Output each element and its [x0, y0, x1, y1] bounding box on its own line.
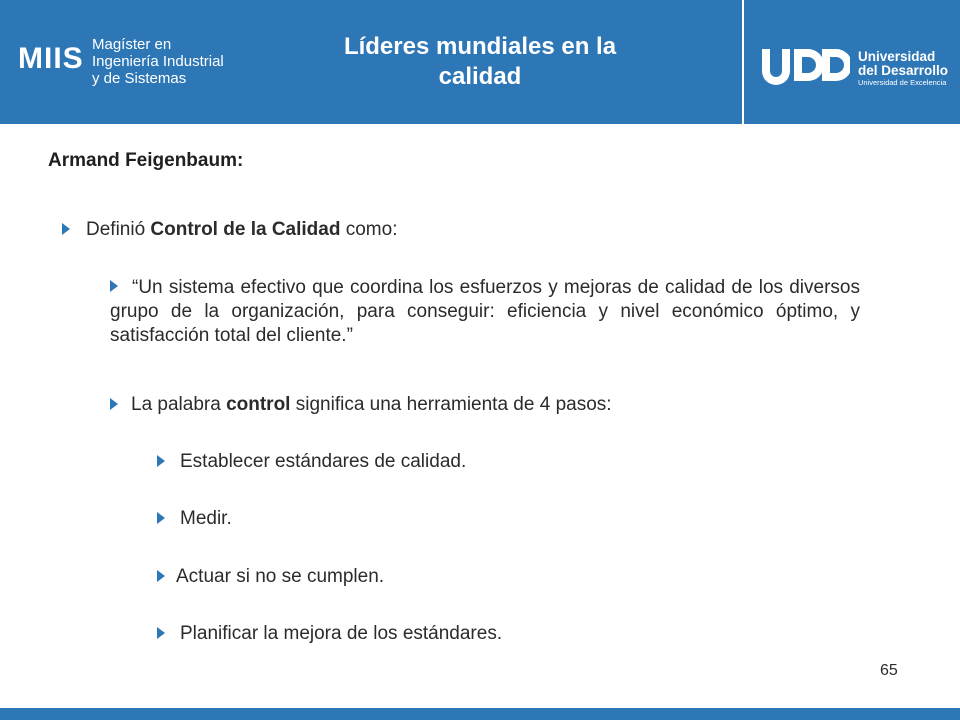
quote-bullet	[110, 276, 860, 348]
page-number: 65	[880, 662, 898, 679]
university-line-1: Universidad	[858, 49, 936, 64]
bullet-arrow-icon	[157, 455, 165, 467]
bullet-arrow-icon	[110, 398, 118, 410]
program-line-2: Ingeniería Industrial	[92, 53, 224, 70]
miis-logo-text: MIIS	[18, 42, 84, 75]
footer-bar	[0, 708, 960, 720]
definition-bullet	[86, 218, 397, 241]
program-line-1: Magíster en	[92, 36, 172, 53]
step-item: Medir.	[180, 508, 232, 529]
definition-pre: Definió	[86, 219, 151, 240]
bullet-arrow-icon	[62, 223, 70, 235]
quote-text: “Un sistema efectivo que coordina los esfuerzos y mejoras de calidad de los diversos grupo de la organización, para conseguir: eficiencia y nivel económico óptimo, y satisfacción total del cliente.”	[110, 277, 860, 346]
university-line-2: del Desarrollo	[858, 63, 949, 78]
program-line-3: y de Sistemas	[92, 70, 187, 87]
slide-title	[300, 32, 660, 92]
control-bullet	[131, 393, 612, 416]
university-name	[858, 50, 948, 88]
bullet-arrow-icon	[157, 570, 165, 582]
header-divider	[742, 0, 744, 124]
definition-term: Control de la Calidad	[150, 219, 341, 240]
definition-post: como:	[340, 219, 398, 240]
program-name	[92, 36, 224, 87]
slide-title-line-1: Líderes mundiales en la	[343, 33, 617, 60]
bullet-arrow-icon	[157, 627, 165, 639]
step-item: Establecer estándares de calidad.	[180, 451, 467, 472]
udd-logo-icon	[760, 45, 850, 87]
control-pre: La palabra	[131, 394, 227, 415]
bullet-arrow-icon	[110, 280, 118, 292]
step-item: Actuar si no se cumplen.	[176, 566, 385, 587]
step-item: Planificar la mejora de los estándares.	[180, 623, 503, 644]
slide-title-line-2: calidad	[438, 63, 522, 90]
control-post: significa una herramienta de 4 pasos:	[290, 394, 612, 415]
header-bar	[0, 0, 960, 124]
control-term: control	[226, 394, 291, 415]
section-heading: Armand Feigenbaum:	[48, 150, 244, 171]
university-tagline: Universidad de Excelencia	[858, 78, 947, 87]
bullet-arrow-icon	[157, 512, 165, 524]
